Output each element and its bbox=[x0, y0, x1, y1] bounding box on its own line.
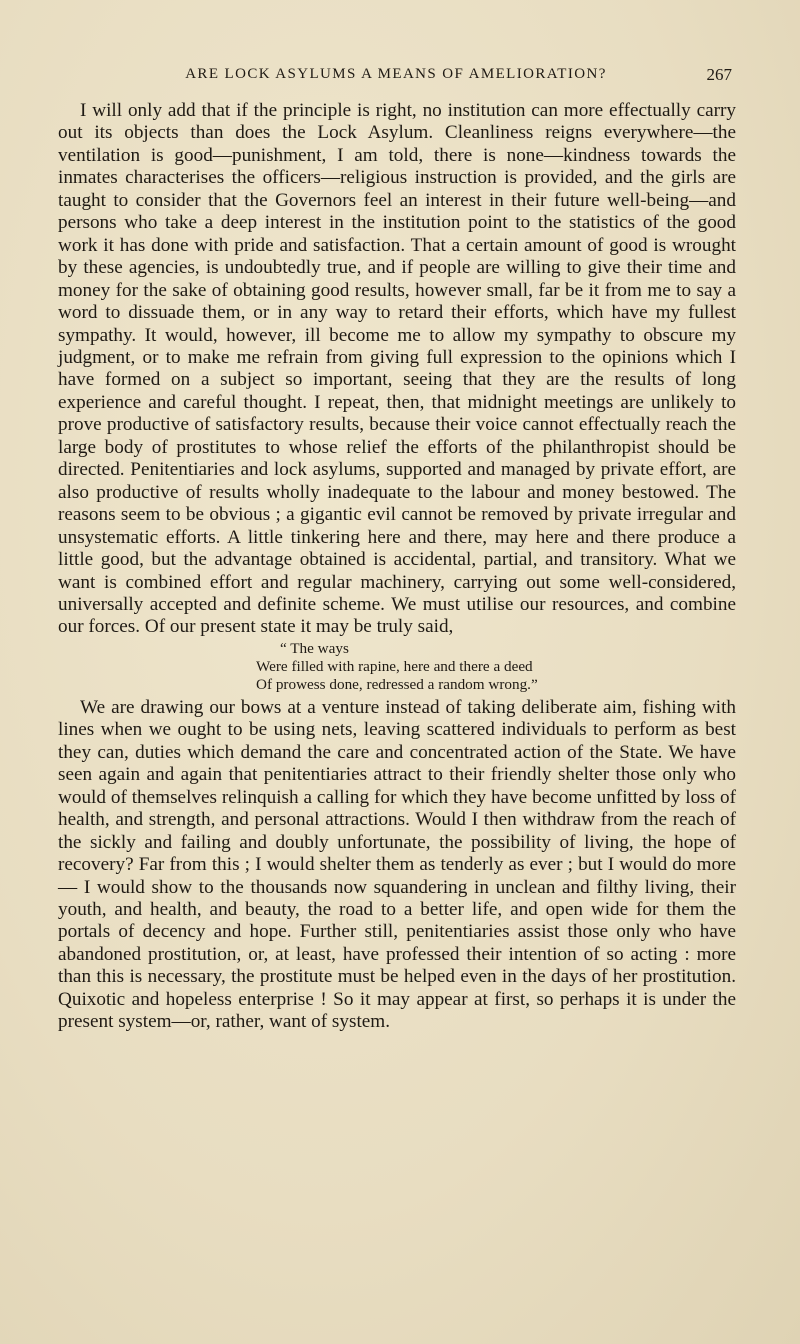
paragraph: We are drawing our bows at a venture instead of taking deliberate aim, fishing with lines when we ought to be using nets, leaving scattered individuals to perform as best they can, duties which demand the care and concentrated action of the State. We have seen again and again that penitentiaries attract to their friendly shelter those only who would of themselves relinquish a calling for which they have become unfitted by loss of health, and strength, and personal attractions. Would I then withdraw from the reach of the sickly and failing and doubly unfortunate, the possibility of living, the hope of recovery? Far from this ; I would shelter them as tenderly as ever ; but I would do more— I would show to the thousands now squandering in unclean and filthy living, their youth, and health, and beauty, the road to a better life, and open wide for them the portals of decency and hope. Further still, penitentiaries assist those only who have abandoned prostitution, or, at least, have professed their intention of so acting : more than this is necessary, the prostitute must be helped even in the days of her prostitution. Quixotic and hopeless enterprise ! So it may appear at first, so perhaps it is under the present system—or, rather, want of system. bbox=[58, 696, 736, 1033]
running-title: ARE LOCK ASYLUMS A MEANS OF AMELIORATION? bbox=[185, 66, 607, 82]
verse-line: “ The ways bbox=[280, 639, 349, 657]
page-number: 267 bbox=[706, 65, 732, 84]
verse-line: Of prowess done, redressed a random wrong.” bbox=[256, 675, 538, 693]
paragraph: I will only add that if the principle is right, no institution can more effectually carry out its objects than does the Lock Asylum. Cleanliness reigns everywhere—the ventilation is good—punishment, I am told, there is none—kindness towards the inmates characterises the officers—religious instruction is provided, and the girls are taught to consider that the Governors feel an interest in their future well-being—and persons who take a deep interest in the institution point to the statistics of the good work it has done with pride and satisfaction. That a certain amount of good is wrought by these agencies, is undoubtedly true, and if people are willing to give their time and money for the sake of obtaining good results, however small, far be it from me to say a word to dissuade them, or in any way to retard their efforts, which have my fullest sympathy. It would, however, ill become me to allow my sympathy to obscure my judgment, or to make me refrain from giving full expression to the opinions which I have formed on a subject so important, seeing that they are the results of long experience and careful thought. I repeat, then, that midnight meetings are unlikely to prove productive of satisfactory results, because their voice cannot effectually reach the large body of prostitutes to whose relief the efforts of the philanthropist should be directed. Penitentiaries and lock asylums, supported and managed by private effort, are also productive of results wholly inadequate to the labour and money bestowed. The reasons seem to be obvious ; a gigantic evil cannot be removed by private irregular and unsystematic efforts. A little tinkering here and there, may here and there produce a little good, but the advantage obtained is accidental, partial, and transitory. What we want is combined effort and regular machinery, carrying out some well-considered, universally accepted and definite scheme. We must utilise our resources, and combine our forces. Of our present state it may be truly said, bbox=[58, 100, 736, 638]
running-head bbox=[60, 66, 732, 90]
verse-line: Were filled with rapine, here and there a deed bbox=[256, 657, 533, 675]
body-text bbox=[58, 100, 736, 1034]
verse-quotation bbox=[58, 640, 736, 694]
